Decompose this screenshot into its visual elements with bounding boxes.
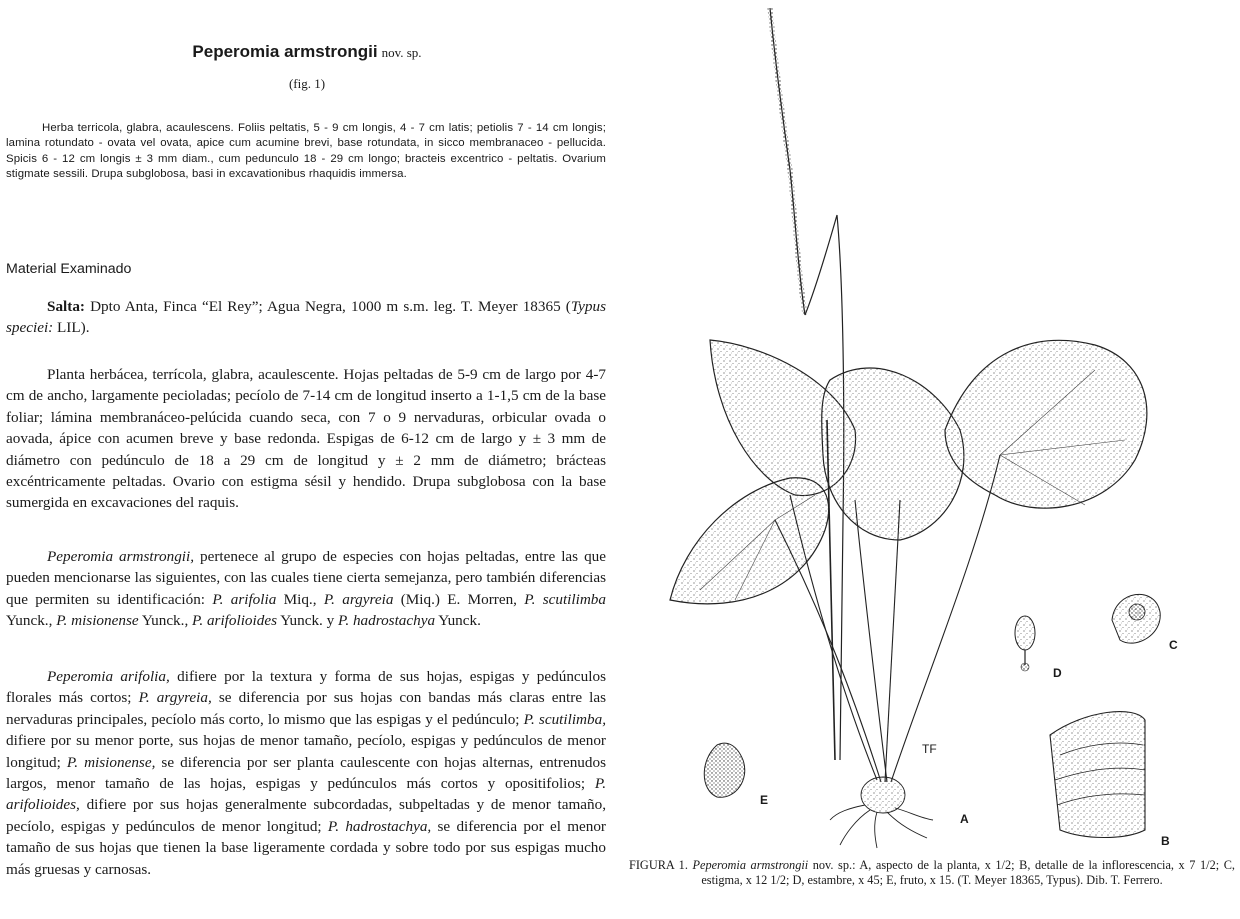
locality-label: Salta: [47, 298, 85, 315]
species-name: P. argyreia, [138, 689, 212, 707]
species-name: Peperomia arifolia, [47, 668, 170, 685]
fruit-detail [704, 743, 745, 797]
stigma-detail [1112, 594, 1160, 643]
text-column [6, 0, 608, 919]
species-name: P. arifolioides, [6, 775, 606, 814]
paragraph-text: difiere por su menor porte, sus hojas de menor tamaño, pecíolo, espigas y pedúnculos de menor longitud; [6, 732, 606, 771]
author-text: Yunck. y [277, 612, 339, 630]
herbarium-code: LIL). [53, 319, 90, 337]
caption-text: nov. sp.: A, aspecto de la planta, x 1/2; B, detalle de la inflorescencia, x 7 1/2; C, estigma, x 12 1/2; D, estambre, x 45; E, fruto, x 15. (T. Meyer 18365, Typus). Dib. T. Ferrero. [701, 858, 1235, 888]
figure-caption [629, 858, 1235, 888]
caption-species: Peperomia armstrongii [692, 858, 809, 872]
root-system [830, 777, 933, 848]
artist-monogram: TF [922, 742, 937, 756]
author-text: Yunck., [138, 612, 193, 630]
label-d: D [1053, 666, 1062, 680]
label-e: E [760, 793, 769, 807]
species-name: P. hadrostachya [338, 612, 436, 630]
paragraph-text: difiere por sus hojas generalmente subcordadas, subpeltadas y de menor tamaño, pecíolo, espigas y pedúnculos de menor longitud; [6, 796, 606, 835]
stamen-detail [1015, 616, 1035, 671]
plant-illustration [615, 0, 1240, 855]
paragraph-text: se diferencia por sus hojas con bandas más claras entre las nervaduras principales, pecíolo más corto, lo mismo que las espigas y el pedúnculo; [6, 689, 607, 728]
spanish-description [6, 364, 606, 514]
latin-diagnosis-text: Herba terricola, glabra, acaulescens. Foliis peltatis, 5 - 9 cm longis, 4 - 7 cm latis; petiolis 7 - 14 cm longis; lamina rotundato - ovata vel ovata, apice cum acumine brevi, base rotundata, in sicco membranaceo - pellucida. Spicis 6 - 12 cm longis ± 3 mm diam., cum pedunculo 18 - 29 cm longo; bracteis excentrico - peltatis. Ovarium stigmate sessili. Drupa subglobosa, basi in excavationibus rhaquidis immersa. [6, 122, 606, 180]
species-title [6, 42, 608, 62]
species-name: P. misionense [56, 612, 139, 630]
material-paragraph [6, 296, 606, 339]
locality-text: Dpto Anta, Finca “El Rey”; Agua Negra, 1000 m s.m. leg. T. Meyer 18365 ( [84, 298, 571, 315]
paragraph-text: se diferencia por el menor tamaño de sus hojas que tienen la base ligeramente cordada y sobre todo por sus espigas mucho más gruesas y carnosas. [6, 817, 606, 878]
author-text: Miq., [276, 590, 324, 608]
paragraph-text: pertenece al grupo de especies con hojas peltadas, entre las que pueden mencionarse las siguientes, con las cuales tiene cierta semejanza, pero también diferencias que permiten su identificación: [6, 548, 606, 608]
species-name: P. arifolioides [192, 612, 277, 630]
paragraph-text: se diferencia por ser planta caulescente con hojas alternas, entrenudos largos, menor tamaño de las hojas, espigas y pedúnculos más cortos y opositifolios; [6, 753, 606, 793]
species-name: P. misionense, [66, 753, 156, 771]
latin-diagnosis [6, 121, 606, 182]
group-paragraph [6, 546, 606, 632]
leaf-right [945, 340, 1147, 508]
figure-panel [615, 0, 1240, 919]
spanish-description-text: Planta herbácea, terrícola, glabra, acaulescente. Hojas peltadas de 5-9 cm de largo por 4-7 cm de ancho, largamente pecioladas; pecíolo de 7-14 cm de longitud inserto a 1-1,5 cm de la base foliar; lámina membranáceo-pelúcida cuando seca, con 7 o 9 nervaduras, orbicular ovada o aovada, ápice con acumen breve y base redonda. Espigas de 6-12 cm de largo y ± 3 mm de diámetro con pedúnculo de 18 a 29 cm de longitud y ± 2 mm de diámetro; brácteas excéntricamente peltadas. Ovario con estigma sésil y hendido. Drupa subglobosa con la base sumergida en excavaciones del raquis. [6, 366, 606, 512]
author-text: Yunck. [435, 612, 481, 630]
species-name: Peperomia armstrongii, [47, 548, 195, 565]
label-b: B [1161, 834, 1170, 848]
figure-reference: (fig. 1) [288, 76, 326, 91]
title-nov-sp: nov. sp. [381, 45, 422, 60]
species-name: P. scutilimba [524, 590, 606, 608]
paragraph-text: difiere por la textura y forma de sus hojas, espigas y pedúnculos florales más cortos; [6, 668, 606, 707]
differences-paragraph [6, 666, 606, 880]
author-text: (Miq.) E. Morren, [393, 590, 525, 608]
label-c: C [1169, 638, 1178, 652]
species-name: P. hadrostachya, [327, 817, 432, 835]
species-name: P. scutilimba, [523, 710, 606, 728]
label-a: A [960, 812, 969, 826]
species-name: P. arifolia [212, 590, 277, 608]
inflorescence-detail [1050, 712, 1145, 838]
species-name: P. argyreia [323, 590, 394, 608]
caption-prefix: FIGURA 1. [629, 858, 693, 872]
leaf-front-left [670, 478, 829, 604]
title-species-name: Peperomia armstrongii [192, 42, 378, 61]
typus-label: Typus speciei: [6, 298, 606, 337]
author-text: Yunck., [6, 612, 57, 630]
material-heading: Material Examinado [6, 261, 132, 277]
